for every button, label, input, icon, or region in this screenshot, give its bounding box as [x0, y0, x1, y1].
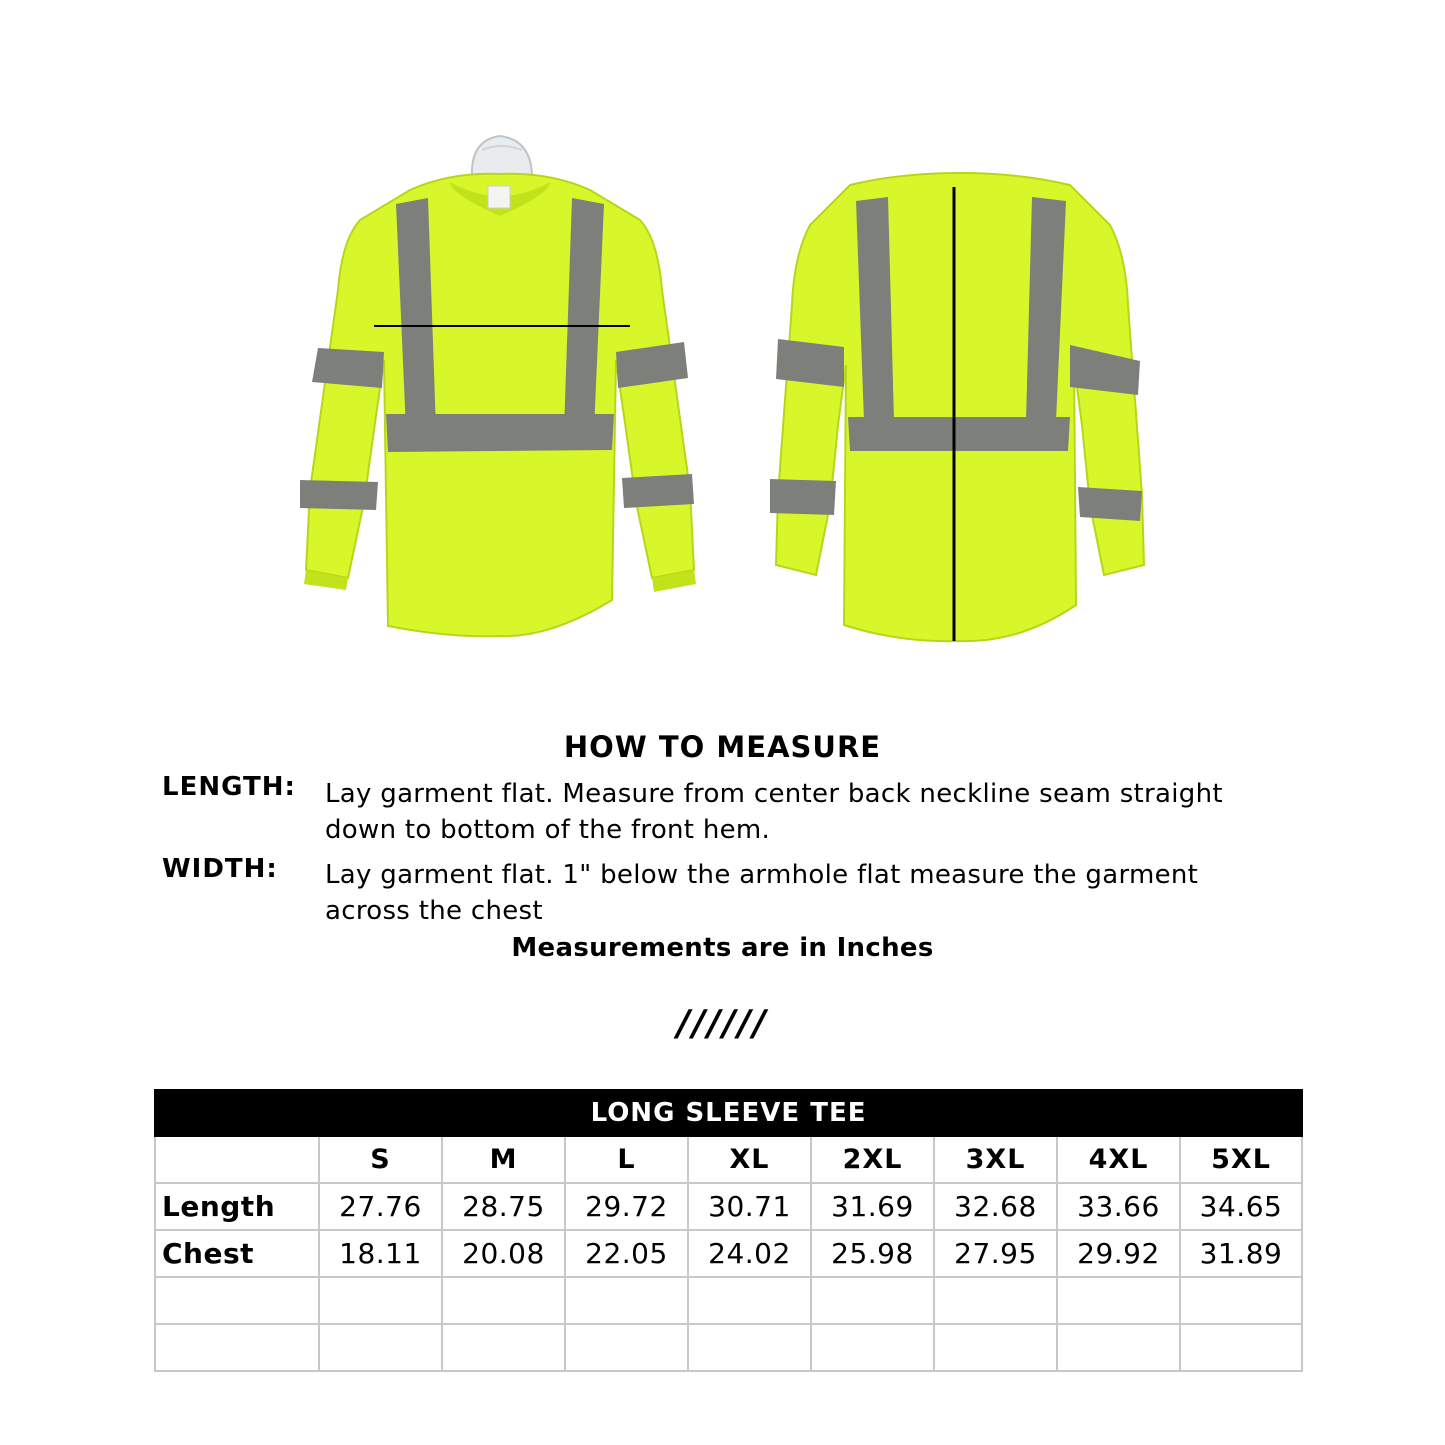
table-cell: 31.69: [811, 1183, 934, 1230]
length-label: LENGTH:: [162, 772, 296, 802]
size-header: 5XL: [1180, 1136, 1302, 1183]
size-header: 4XL: [1057, 1136, 1180, 1183]
table-cell: 33.66: [1057, 1183, 1180, 1230]
table-cell: 30.71: [688, 1183, 811, 1230]
empty-cell: [934, 1277, 1057, 1324]
table-cell: 28.75: [442, 1183, 565, 1230]
back-shirt-image: [770, 165, 1150, 650]
width-label: WIDTH:: [162, 854, 278, 884]
size-header: L: [565, 1136, 688, 1183]
table-cell: 32.68: [934, 1183, 1057, 1230]
table-cell: 27.95: [934, 1230, 1057, 1277]
empty-cell: [688, 1324, 811, 1371]
size-header: XL: [688, 1136, 811, 1183]
empty-cell: [811, 1324, 934, 1371]
empty-cell: [319, 1277, 442, 1324]
size-header: M: [442, 1136, 565, 1183]
empty-cell: [565, 1324, 688, 1371]
size-chart-table: [154, 1089, 1303, 1372]
empty-cell: [565, 1277, 688, 1324]
table-cell: 29.92: [1057, 1230, 1180, 1277]
table-row: [155, 1230, 1302, 1277]
table-cell: 18.11: [319, 1230, 442, 1277]
row-label-chest: Chest: [155, 1230, 319, 1277]
table-cell: 25.98: [811, 1230, 934, 1277]
empty-cell: [934, 1324, 1057, 1371]
empty-table-row: [155, 1277, 1302, 1324]
table-cell: 31.89: [1180, 1230, 1302, 1277]
table-cell: 29.72: [565, 1183, 688, 1230]
back-shirt-icon: [770, 165, 1150, 650]
empty-table-row: [155, 1324, 1302, 1371]
empty-cell: [155, 1277, 319, 1324]
empty-cell: [811, 1277, 934, 1324]
empty-cell: [688, 1277, 811, 1324]
units-note: Measurements are in Inches: [511, 933, 934, 963]
empty-cell: [442, 1277, 565, 1324]
empty-corner-cell: [155, 1136, 319, 1183]
width-instructions: Lay garment flat. 1" below the armhole flat measure the garment across the chest: [325, 860, 1199, 926]
size-header: 2XL: [811, 1136, 934, 1183]
table-cell: 34.65: [1180, 1183, 1302, 1230]
empty-cell: [1180, 1277, 1302, 1324]
table-title: LONG SLEEVE TEE: [155, 1090, 1302, 1136]
how-to-measure-heading: HOW TO MEASURE: [563, 730, 882, 764]
size-header: S: [319, 1136, 442, 1183]
size-header-row: [155, 1136, 1302, 1183]
divider-slashes: //////: [677, 1003, 768, 1044]
empty-cell: [155, 1324, 319, 1371]
size-header: 3XL: [934, 1136, 1057, 1183]
front-shirt-image: [300, 130, 700, 650]
table-cell: 27.76: [319, 1183, 442, 1230]
table-row: [155, 1183, 1302, 1230]
empty-cell: [1180, 1324, 1302, 1371]
empty-cell: [442, 1324, 565, 1371]
row-label-length: Length: [155, 1183, 319, 1230]
empty-cell: [1057, 1324, 1180, 1371]
table-cell: 22.05: [565, 1230, 688, 1277]
table-cell: 24.02: [688, 1230, 811, 1277]
table-cell: 20.08: [442, 1230, 565, 1277]
empty-cell: [319, 1324, 442, 1371]
length-instructions: Lay garment flat. Measure from center back neckline seam straight down to bottom of the front hem.: [325, 779, 1223, 845]
front-shirt-icon: [300, 130, 700, 650]
empty-cell: [1057, 1277, 1180, 1324]
